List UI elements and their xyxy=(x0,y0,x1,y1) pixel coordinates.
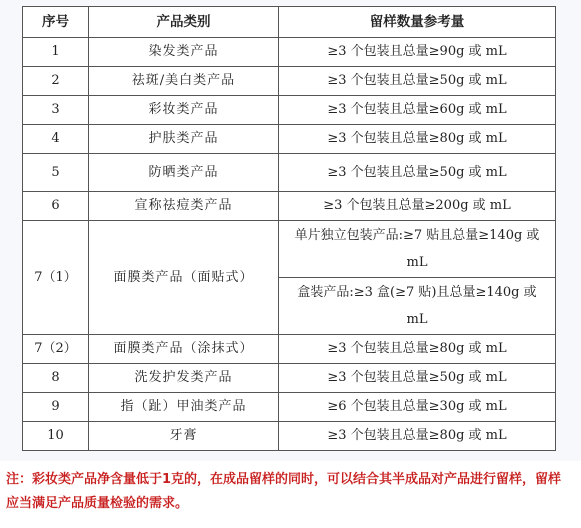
row-amount: ≥3 个包装且总量≥60g 或 mL xyxy=(279,96,556,125)
row-amount: ≥3 个包装且总量≥50g 或 mL xyxy=(279,154,556,192)
row-no: 10 xyxy=(23,422,89,451)
row-category: 祛斑/美白类产品 xyxy=(89,67,279,96)
row-no: 3 xyxy=(23,96,89,125)
row-amount: ≥3 个包装且总量≥200g 或 mL xyxy=(279,192,556,221)
row-category: 彩妆类产品 xyxy=(89,96,279,125)
row-category: 防晒类产品 xyxy=(89,154,279,192)
row-amount: ≥3 个包装且总量≥50g 或 mL xyxy=(279,364,556,393)
row-category: 宣称祛痘类产品 xyxy=(89,192,279,221)
table-row xyxy=(23,335,556,364)
table-row xyxy=(23,192,556,221)
row-amount: ≥3 个包装且总量≥80g 或 mL xyxy=(279,125,556,154)
table-row xyxy=(23,393,556,422)
sample-retention-table xyxy=(22,6,556,451)
row-category: 牙膏 xyxy=(89,422,279,451)
header-amount: 留样数量参考量 xyxy=(279,7,556,38)
row-category: 洗发护发类产品 xyxy=(89,364,279,393)
row-no: 2 xyxy=(23,67,89,96)
table-row xyxy=(23,154,556,192)
table-row xyxy=(23,364,556,393)
row-amount-boxed: 盒装产品:≥3 盒(≥7 贴)且总量≥140g 或 mL xyxy=(279,278,556,335)
row-no: 7（2） xyxy=(23,335,89,364)
row-category: 面膜类产品（面贴式） xyxy=(89,221,279,335)
header-category: 产品类别 xyxy=(89,7,279,38)
row-category: 染发类产品 xyxy=(89,38,279,67)
table-row xyxy=(23,96,556,125)
row-amount: ≥3 个包装且总量≥80g 或 mL xyxy=(279,422,556,451)
row-no: 6 xyxy=(23,192,89,221)
row-no: 4 xyxy=(23,125,89,154)
table-row xyxy=(23,125,556,154)
table-header-row xyxy=(23,7,556,38)
table-row xyxy=(23,38,556,67)
table-row xyxy=(23,422,556,451)
row-no: 8 xyxy=(23,364,89,393)
row-category: 指（趾）甲油类产品 xyxy=(89,393,279,422)
header-no: 序号 xyxy=(23,7,89,38)
row-category: 护肤类产品 xyxy=(89,125,279,154)
row-no: 1 xyxy=(23,38,89,67)
row-amount-single-pack: 单片独立包装产品:≥7 贴且总量≥140g 或 mL xyxy=(279,221,556,278)
row-amount: ≥3 个包装且总量≥90g 或 mL xyxy=(279,38,556,67)
row-no: 9 xyxy=(23,393,89,422)
row-amount: ≥3 个包装且总量≥50g 或 mL xyxy=(279,67,556,96)
table-row xyxy=(23,221,556,278)
row-no: 7（1） xyxy=(23,221,89,335)
row-amount: ≥3 个包装且总量≥80g 或 mL xyxy=(279,335,556,364)
footnote: 注：彩妆类产品净含量低于1克的，在成品留样的同时，可以结合其半成品对产品进行留样，留样应当满足产品质量检验的需求。 xyxy=(6,472,562,511)
row-no: 5 xyxy=(23,154,89,192)
row-category: 面膜类产品（涂抹式） xyxy=(89,335,279,364)
row-amount: ≥6 个包装且总量≥30g 或 mL xyxy=(279,393,556,422)
table-row xyxy=(23,67,556,96)
